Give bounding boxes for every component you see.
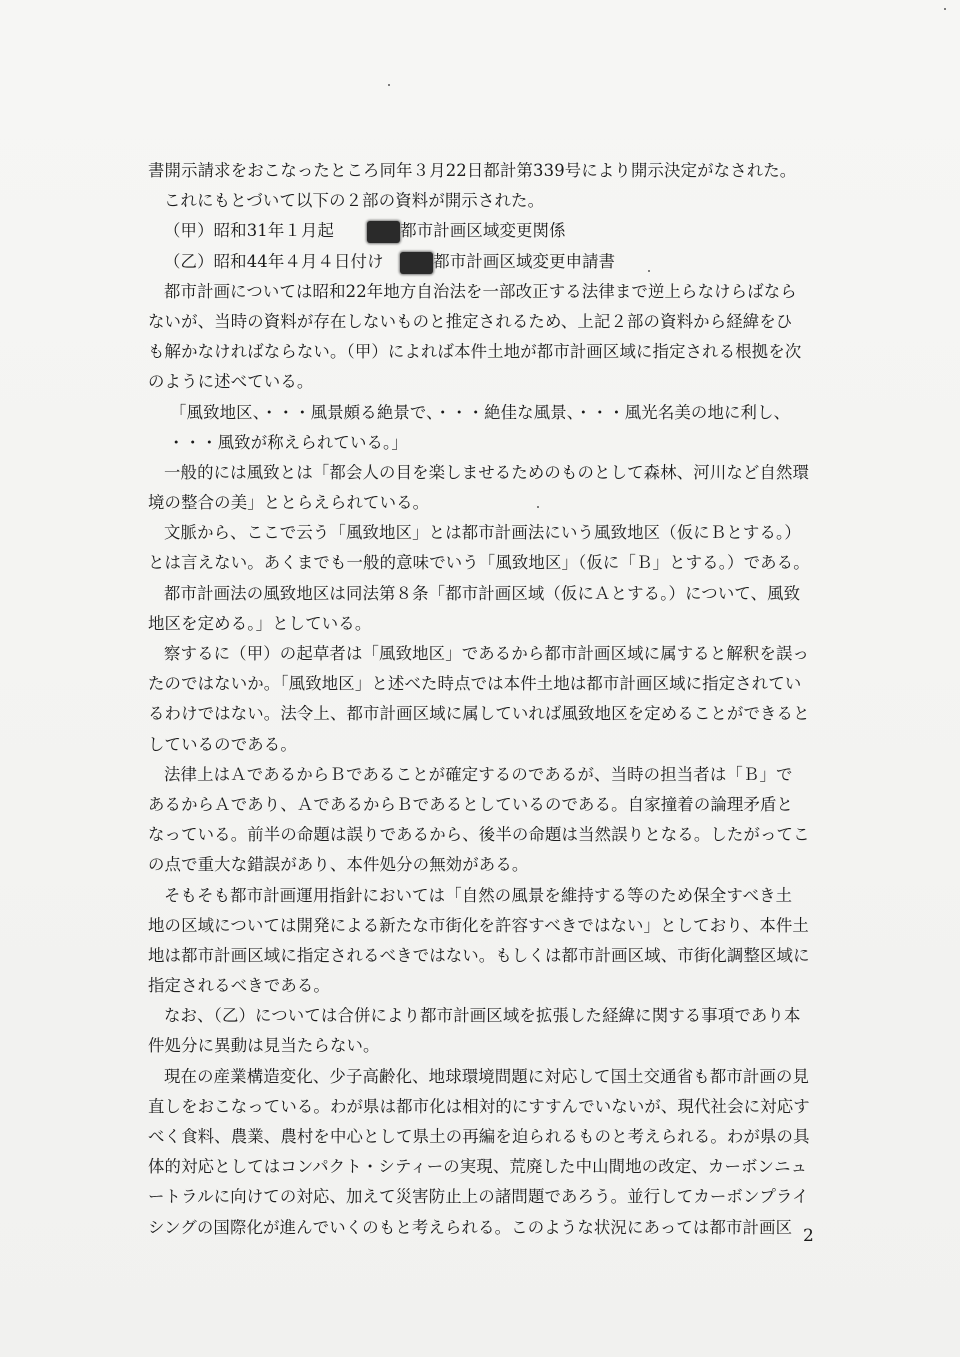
text-line: なお、（乙）については合併により都市計画区域を拡張した経緯に関する事項であり本 [164,1006,801,1026]
text-line: 書開示請求をおこなったところ同年３月22日都計第339号により開示決定がなされた。 [148,161,797,180]
redaction-mark [400,252,433,274]
text-line: 地区を定める。」としている。 [148,613,372,633]
text-line: なっている。前半の命題は誤りであるから、後半の命題は当然誤りとなる。したがってこ [148,825,810,845]
quotation-line: 「風致地区、・・・風景頗る絶景で、・・・絶佳な風景、・・・風光名美の地に利し、 [170,402,791,422]
item-label: （乙）昭和44年４月４日付け [164,251,401,271]
item-label: （甲）昭和31年１月起 [164,221,368,241]
text-line: ートラルに向けての対応、加えて災害防止上の諸問題であろう。並行してカーボンプライ [148,1187,809,1207]
text-line: そもそも都市計画運用指針においては「自然の風景を維持する等のため保全すべき土 [164,885,793,905]
disclosed-item-otsu [148,247,818,277]
page-number: 2 [803,1226,814,1246]
text-line: 一般的には風致とは「都会人の目を楽しませるためのものとして森林、河川など自然環 [164,462,810,482]
text-line: 地は都市計画区域に指定されるべきではない。もしくは都市計画区域、市街化調整区域に [148,945,810,965]
scan-speck [388,84,390,86]
text-line: 直しをおこなっている。わが県は都市化は相対的にすすんでいないが、現代社会に対応す [148,1096,810,1116]
text-line: 体的対応としてはコンパクト・シティーの実現、荒廃した中山間地の改定、カーボンニュ [148,1157,808,1177]
text-line: 都市計画については昭和22年地方自治法を一部改正する法律まで逆上らなけらばなら [164,281,797,301]
item-title: 都市計画区域変更申請書 [433,251,616,271]
disclosed-item-kou [148,216,818,246]
text-line: あるからＡであり、ＡであるからＢであるとしているのである。自家撞着の論理矛盾と [148,794,794,814]
text-line: 境の整合の美」ととらえられている。 [148,493,430,513]
scan-speck [537,506,539,508]
text-line: 法律上はＡであるからＢであることが確定するのであるが、当時の担当者は「Ｂ」で [164,764,793,784]
text-line: シングの国際化が進んでいくのもと考えられる。このような状況にあっては都市計画区 [148,1217,793,1237]
text-line: も解かなければならない。（甲）によれば本件土地が都市計画区域に指定される根拠を次 [148,342,802,362]
scan-speck [648,270,650,272]
text-line: たのではないか。「風致地区」と述べた時点では本件土地は都市計画区域に指定されてい [148,674,802,694]
text-line: 指定されるべきである。 [148,976,330,996]
text-line: の点で重大な錯誤があり、本件処分の無効がある。 [148,855,529,875]
document-body [148,156,818,1243]
text-line: 文脈から、ここで云う「風致地区」とは都市計画法にいう風致地区（仮にＢとする。） [164,523,801,543]
redaction-mark [367,221,400,243]
text-line: べく食料、農業、農村を中心として県土の再編を迫られるものと考えられる。わが県の具 [148,1127,810,1146]
text-line: のように述べている。 [148,372,314,392]
text-line: これにもとづいて以下の２部の資料が開示された。 [164,191,545,211]
text-line: 都市計画法の風致地区は同法第８条「都市計画区域（仮にＡとする。）について、風致 [164,583,801,603]
text-line: るわけではない。法令上、都市計画区域に属していれば風致地区を定めることができると [148,704,810,724]
item-title: 都市計画区域変更関係 [400,221,566,241]
text-line: しているのである。 [148,734,297,754]
text-line: とは言えない。あくまでも一般的意味でいう「風致地区」（仮に「Ｂ」とする。）である。 [148,553,810,573]
text-line: 現在の産業構造変化、少子高齢化、地球環境問題に対応して国土交通省も都市計画の見 [164,1066,810,1086]
text-line: 件処分に異動は見当たらない。 [148,1036,380,1056]
text-line: ないが、当時の資料が存在しないものと推定されるため、上記２部の資料から経緯をひ [148,311,793,331]
text-line: 察するに（甲）の起草者は「風致地区」であるから都市計画区域に属すると解釈を誤っ [164,644,810,663]
text-line: 地の区域については開発による新たな市街化を許容すべきではない」としており、本件土 [148,915,809,935]
scan-speck [944,8,946,10]
quotation-line: ・・・風致が称えられている。」 [168,432,408,452]
